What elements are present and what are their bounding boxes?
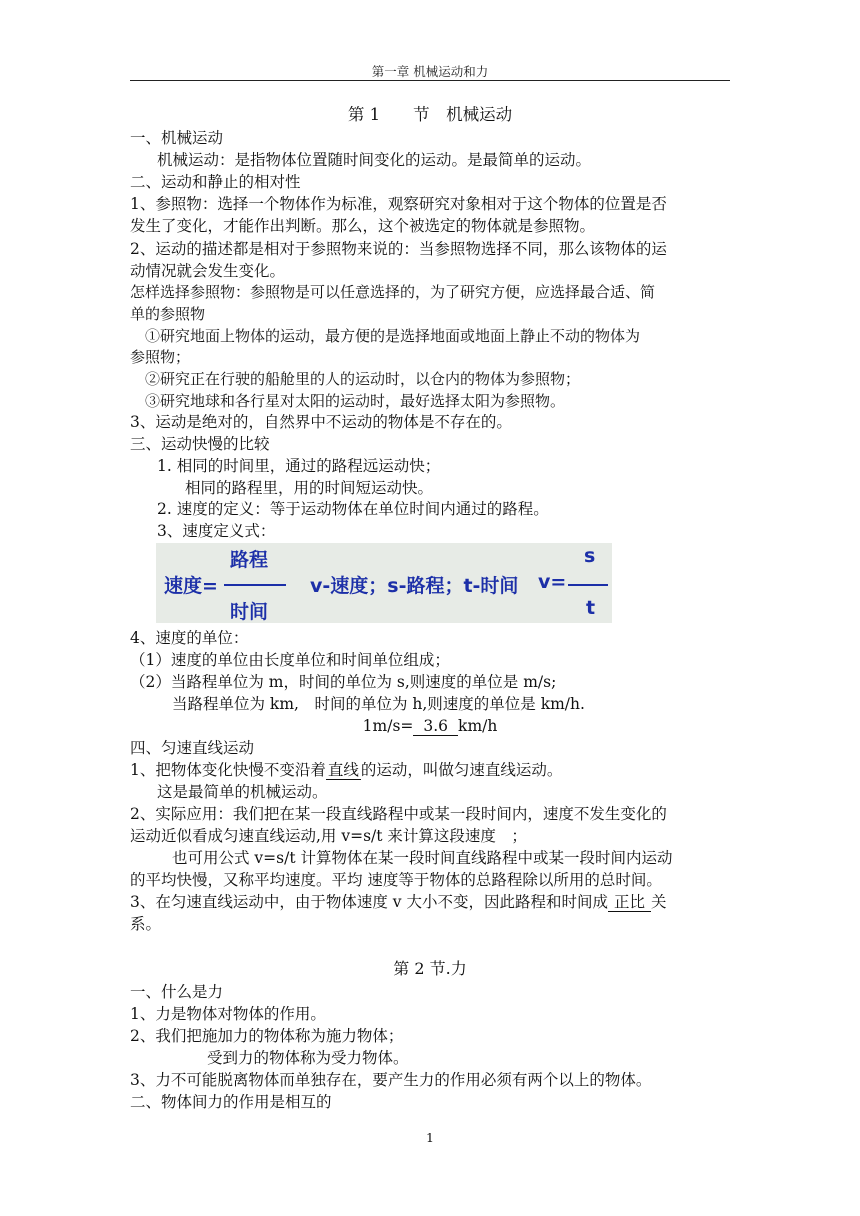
paragraph-line: 发生了变化，才能作出判断。那么，这个被选定的物体就是参照物。 xyxy=(130,217,596,235)
paragraph-line: 参照物； xyxy=(130,348,191,366)
speed-formula-box xyxy=(156,543,612,623)
heading-mechanical-motion: 一、机械运动 xyxy=(130,129,224,147)
proportional-prefix: 3、在匀速直线运动中，由于物体速度 v 大小不变，因此路程和时间成 xyxy=(130,893,608,911)
paragraph-line: 3、运动是绝对的，自然界中不运动的物体是不存在的。 xyxy=(130,413,512,431)
heading-uniform-motion: 四、匀速直线运动 xyxy=(130,739,255,757)
page-number: 1 xyxy=(426,1130,434,1145)
list-item: ②研究正在行驶的船舱里的人的运动时，以仓内的物体为参照物； xyxy=(145,370,581,388)
paragraph-line xyxy=(130,759,562,781)
unit-conversion xyxy=(130,715,730,737)
formula-legend: v-速度；s-路程；t-时间 xyxy=(310,575,519,597)
paragraph-line: 的平均快慢，又称平均速度。平均 速度等于物体的总路程除以所用的总时间。 xyxy=(130,871,662,889)
list-item: 1. 相同的时间里，通过的路程远运动快； xyxy=(157,457,441,475)
paragraph-line: 1、力是物体对物体的作用。 xyxy=(130,1005,326,1023)
paragraph-line: 也可用公式 v=s/t 计算物体在某一段时间直线路程中或某一段时间内运动 xyxy=(172,849,673,867)
paragraph-line: 2、运动的描述都是相对于参照物来说的：当参照物选择不同，那么该物体的运 xyxy=(130,240,667,258)
paragraph-line: 系。 xyxy=(130,915,162,933)
list-item: ③研究地球和各行星对太阳的运动时，最好选择太阳为参照物。 xyxy=(145,392,566,410)
paragraph-line: 2、我们把施加力的物体称为施力物体； xyxy=(130,1027,404,1045)
heading-what-is-force: 一、什么是力 xyxy=(130,983,224,1001)
paragraph-line: 3、力不可能脱离物体而单独存在，要产生力的作用必须有两个以上的物体。 xyxy=(130,1071,652,1089)
heading-speed-units: 4、速度的单位： xyxy=(130,629,249,647)
list-item: ①研究地面上物体的运动，最方便的是选择地面或地面上静止不动的物体为 xyxy=(145,327,641,345)
list-item: 3、速度定义式： xyxy=(157,522,276,540)
paragraph-line: 怎样选择参照物：参照物是可以任意选择的，为了研究方便，应选择最合适、简 xyxy=(130,283,656,301)
uniform-blank: 直线 xyxy=(327,761,359,779)
formula-speed-lhs: 速度= xyxy=(164,575,218,597)
uniform-prefix: 1、把物体变化快慢不变沿着 xyxy=(130,761,326,779)
paragraph-line: 这是最简单的机械运动。 xyxy=(157,783,328,801)
paragraph-line: 动情况就会发生变化。 xyxy=(130,262,286,280)
heading-speed-comparison: 三、运动快慢的比较 xyxy=(130,435,270,453)
paragraph-line: 1、参照物：选择一个物体作为标准，观察研究对象相对于这个物体的位置是否 xyxy=(130,195,667,213)
formula-fraction-bar xyxy=(224,584,286,586)
section-2-title: 第 2 节.力 xyxy=(393,959,467,978)
paragraph-line: 单的参照物 xyxy=(130,305,206,323)
paragraph-line: 运动近似看成匀速直线运动,用 v=s/t 来计算这段速度 ； xyxy=(130,827,527,845)
conversion-suffix: km/h xyxy=(458,717,498,735)
formula-symbol-numerator: s xyxy=(584,545,596,567)
heading-mutual-force: 二、物体间力的作用是相互的 xyxy=(130,1093,332,1111)
running-header: 第一章 机械运动和力 xyxy=(371,64,489,79)
paragraph-line: 机械运动：是指物体位置随时间变化的运动。是最简单的运动。 xyxy=(157,151,592,169)
section-1-title: 第 1 节 机械运动 xyxy=(347,105,513,124)
proportional-suffix: 关 xyxy=(651,893,667,911)
formula-symbol-fraction-bar xyxy=(568,584,608,586)
proportional-blank: 正比 xyxy=(608,893,651,912)
list-item: （1）速度的单位由长度单位和时间单位组成； xyxy=(130,651,450,669)
list-item: 相同的路程里，用的时间短运动快。 xyxy=(185,479,434,497)
list-item: 2. 速度的定义：等于运动物体在单位时间内通过的路程。 xyxy=(157,500,549,518)
list-item: （2）当路程单位为 m，时间的单位为 s,则速度的单位是 m/s; xyxy=(130,673,557,691)
paragraph-line: 2、实际应用：我们把在某一段直线路程中或某一段时间内，速度不发生变化的 xyxy=(130,805,667,823)
paragraph-line xyxy=(130,891,667,913)
paragraph-line: 受到力的物体称为受力物体。 xyxy=(207,1049,409,1067)
conversion-prefix: 1m/s= xyxy=(362,717,414,735)
conversion-value-blank: 3.6 xyxy=(413,717,458,736)
formula-symbol-lhs: v= xyxy=(538,571,567,593)
formula-numerator-distance: 路程 xyxy=(230,549,269,571)
formula-symbol-denominator: t xyxy=(586,597,596,619)
uniform-suffix: 的运动，叫做匀速直线运动。 xyxy=(360,761,563,779)
header-divider xyxy=(130,80,730,81)
heading-relativity: 二、运动和静止的相对性 xyxy=(130,173,301,191)
list-item: 当路程单位为 km, 时间的单位为 h,则速度的单位是 km/h. xyxy=(172,695,585,713)
formula-denominator-time: 时间 xyxy=(230,601,269,623)
